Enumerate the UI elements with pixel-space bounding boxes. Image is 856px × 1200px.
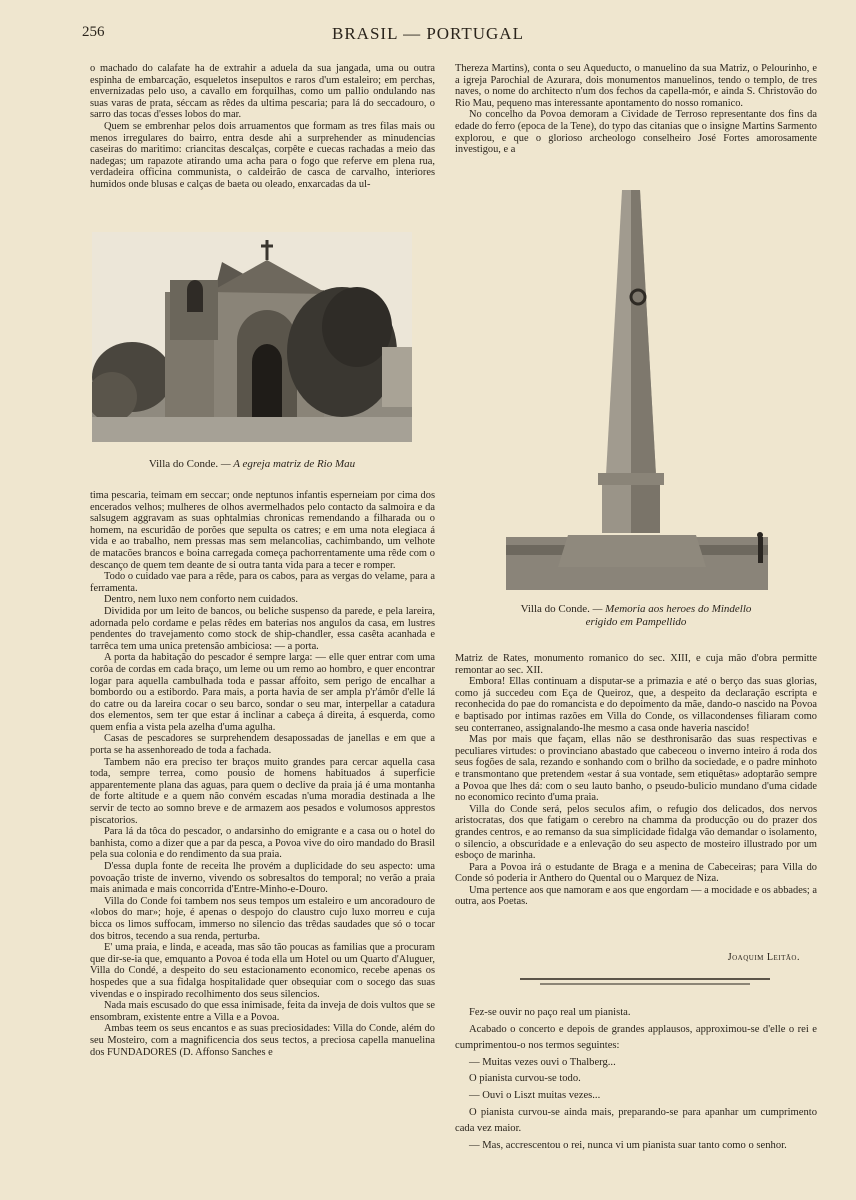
- anecdote-line: — Ouvi o Liszt muitas vezes...: [469, 1089, 601, 1101]
- paragraph: Casas de pescadores se surprehendem desapossadas de janellas e em que a porta se ha assenhoreado de toda a fachada.: [90, 733, 435, 757]
- caption-title-line1: — Memoria aos heroes do Mindello: [592, 603, 752, 615]
- page-header: [40, 24, 816, 46]
- paragraph: E' uma praia, e linda, e aceada, mas são tão poucas as familias que a procuram que dir-se-ia que, emquanto a Povoa é toda ella um Hotel ou um Quarto d'Aluguer, Villa do Condé, a despeito do seu estacionamento economico, recebe apenas os hospedes que a sua fidalga hospitalidade quer obsequiar com o socego das suas vivendas e o inspirado recolhimento dos seus silencios.: [90, 942, 435, 1000]
- right-column-bottom: [455, 653, 817, 908]
- paragraph: Para lá da tôca do pescador, o andarsinho do emigrante e a casa ou o hotel do banhista, como a dizer que a par da pesca, a Povoa vive do oiro mandado do Brasil pela sua colonia e do rendimento da sua praia.: [90, 826, 435, 861]
- church-caption: [92, 458, 412, 470]
- left-column-bottom: [90, 490, 435, 1058]
- author-signature: Joaquim Leitão.: [727, 952, 800, 963]
- caption-title-line2: erigido em Pampellido: [585, 616, 687, 628]
- paragraph: Mas por mais que façam, ellas não se desthronisarão das suas respectivas e peculiares virtudes: o provinciano abastado que cabeceou o inverno inteiro á roda dos seus fogões de sala, rezando e sonhando com o brilho da sociedade, e o padre minhoto e transmontano que pretendem «estar á sua vontade, sem etiquêtas» adoptarão sempre a Povoa que lhes dá: com o seu lauto banho, o pseudo-bulicio mundano d'uma cidade no economico recinto d'uma praia.: [455, 734, 817, 804]
- anecdote-line: Fez-se ouvir no paço real um pianista.: [469, 1007, 631, 1018]
- caption-place: Villa do Conde.: [148, 458, 219, 470]
- running-title: BRASIL — PORTUGAL: [332, 24, 524, 43]
- anecdote-line: O pianista curvou-se ainda mais, preparando-se para apanhar um cumprimento cada vez maior.: [455, 1106, 817, 1135]
- paragraph: Para a Povoa irá o estudante de Braga e a menina de Cabeceiras; para Villa do Conde só poderia ir Anthero do Quental ou o Marquez de Niza.: [455, 861, 817, 885]
- obelisk-photo: [506, 185, 768, 590]
- paragraph: Dentro, nem luxo nem conforto nem cuidados.: [104, 594, 298, 606]
- paragraph: D'essa dupla fonte de receita lhe provém a duplicidade do seu aspecto: uma povoação triste de inverno, vivendo os sobresaltos do temporal; no verão a praia mais animada e mais concorrida d'Entre-Minho-e-Douro.: [90, 861, 435, 896]
- paragraph: Villa do Conde será, pelos seculos afim, o refugio dos delicados, dos nervos aristocratas, dos que fatigam o cerebro na chamma da producção ou do prazer dos grandes centros, e ao remanso da sua simplicidade fidalga vão demandar o isolamento, o silencio, a obscuridade e a enlevação do seu aspecto de mosteiro illustrado por um esboço de marinha.: [455, 803, 817, 862]
- anecdote-line: O pianista curvou-se todo.: [469, 1073, 581, 1085]
- paragraph: o machado do calafate ha de extrahir a aduela da sua jangada, uma ou outra espinha de embarcação, esqueletos insepultos e raros d'um estaleiro; em perchas, envernizadas pelo uso, a cavallo em forquilhas, como um pallio ondulando nas suas varas de prata, séccam as rêdes da ultima pescaria; para lá do seccadouro, o sarro das tocas d'esses lobos do mar.: [90, 63, 435, 121]
- paragraph: Villa do Conde foi tambem nos seus tempos um estaleiro e um ancoradouro de «lobos do mar»; hoje, é apenas o despojo do claustro cujo luxo morreu e cuja bicca os limos suffocam, immerso no silencio das trêdas saudades que só o tocar dos bitros, tecendo a sua renda, perturba.: [90, 895, 435, 942]
- anecdote-line: — Mas, accrescentou o rei, nunca vi um pianista suar tanto como o senhor.: [469, 1139, 787, 1151]
- paragraph: Nada mais escusado do que essa inimisade, feita da inveja de dois vultos que se ensombram, existente entre a Villa e a Povoa.: [90, 1000, 435, 1023]
- section-separator: [520, 975, 770, 989]
- paragraph: No concelho da Povoa demoram a Cividade de Terroso representante dos fins da edade do ferro (epoca de la Tene), do typo das citanias que o insigne Martins Sarmento explorou, e que o glorioso archeologo conselheiro José Fortes amorosamente investigou, e a: [455, 109, 817, 156]
- paragraph: Dividida por um leito de bancos, ou beliche suspenso da parede, e pela lareira, adornada pelo cordame e pelas rêdes em baterias nos angulos da casa, em lustres pendentes do travejamento como stock de ship-chandler, essa casêta acanhada e tarrêca tem uma unica pretensão ambiciosa: — a porta.: [90, 605, 435, 652]
- paragraph: tima pescaria, teimam em seccar; onde neptunos infantis esperneiam por cima dos encerados velhos; mulheres de olhos avermelhados pelo contacto da salmoira e da salsugem aggravam as suas ophtalmias chronicas remendando a filharada ou o homem, na escuridão de porões que sepulta os catres; e em uma nota elegiaca á vida e ao trabalho, nem pressas mas sem melancolias, cachimbando, um velhote de matacões brancos e boina carregada começa pachorrentamente uma rêde com o descanço de quem tem deante de si outra tanta vida para a tecer e romper.: [90, 490, 435, 571]
- paragraph: Ambas teem os seus encantos e as suas preciosidades: Villa do Conde, além do seu Mosteiro, com a magnificencia dos seus tectos, a preciosa capella manuelina dos FUNDADORES (D. Affonso Sanches e: [90, 1023, 435, 1058]
- paragraph: Todo o cuidado vae para a rêde, para os cabos, para as vergas do velame, para a ferramenta.: [90, 571, 435, 594]
- anecdote-line: — Muitas vezes ouvi o Thalberg...: [469, 1056, 616, 1068]
- obelisk-caption: [470, 603, 802, 629]
- paragraph: A porta da habitação do pescador é sempre larga: — elle quer entrar com uma corôa de cordas em cada braço, um leme ou um remo ao hombro, e quer encontrar logar para aquella cambulhada toda e passar affoito, sem perigo de encalhar a bombordo ou a estibordo. Para mais, a porta havia de ser ampla p'r'ámôr d'elle lá do catre ou da lareira cocar o seu barco, sondar o seu mar, interpellar a catadura dos elementos, sem ter que estar á inclinar a cabeça á direita, á esquerda, como quem enfia a vista pela azelha d'uma agulha.: [90, 652, 435, 733]
- caption-place: Villa do Conde.: [520, 603, 590, 615]
- anecdote-line: Acabado o concerto e depois de grandes applausos, approximou-se d'elle o rei e cumprimentou-o nos termos seguintes:: [455, 1023, 817, 1052]
- left-column-top: [90, 63, 435, 191]
- page-number: 256: [82, 24, 105, 40]
- paragraph: Tambem não era preciso ter braços muito grandes para cercar aquella casa toda, sempre terrea, como pousio de homens habituados á superficie apparentemente plana das aguas, para quem o declive da praia já é uma montanha de forte altitude e a quem não convém escadas n'uma moradia destinada a lhe servir de tecto ao somno breve e de armazem aos pesados e volumosos apprestos piscatorios.: [90, 756, 435, 826]
- caption-title: — A egreja matriz de Rio Mau: [220, 458, 356, 470]
- paragraph: Thereza Martins), conta o seu Aqueducto, o manuelino da sua Matriz, o Pelourinho, e a igreja Parochial de Azurara, dois monumentos manuelinos, tendo o templo, de tres naves, o nome do architecto n'um dos fechos da capella-mór, e ainda S. Christovão do Rio Mau, pequeno mas interessante apontamento do nosso romanico.: [455, 63, 817, 109]
- paragraph: Uma pertence aos que namoram e aos que engordam — a mocidade e os abbades; a outra, aos Poetas.: [455, 884, 817, 908]
- anecdote-section: [455, 1005, 817, 1154]
- paragraph: Matriz de Rates, monumento romanico do sec. XIII, e cuja mão d'obra permitte remontar ao sec. XII.: [455, 653, 817, 676]
- right-column-top: [455, 63, 817, 156]
- church-photo: [92, 232, 412, 442]
- paragraph: Embora! Ellas continuam a disputar-se a primazia e até o berço das suas glorias, como já succedeu com Eça de Queiroz, que, a despeito da declaração escripta e reconhecida do pae do romancista e do depoimento da mãe, dando-o nascido na Povoa e baptisado por intimas razões em Villa do Conde, os villacondenses filiaram como seu conterraneo, assignalando-lhe mesmo a casa onde haveria nascido!: [455, 676, 817, 734]
- paragraph: Quem se embrenhar pelos dois arruamentos que formam as tres filas mais ou menos irregulares do bairro, entra desde ahi a surprehender as minudencias caseiras do maritimo: criancitas descalças, corpête e cuecas rachadas a meio das nadegas; um rapazote atirando uma acha para o fogo que referve em plena rua, verdadeira officina communista, o caldeirão de casca de carvalho, interiores humidos onde blusas e calças de baeta ou oleado, enxarcadas da ul-: [90, 120, 435, 190]
